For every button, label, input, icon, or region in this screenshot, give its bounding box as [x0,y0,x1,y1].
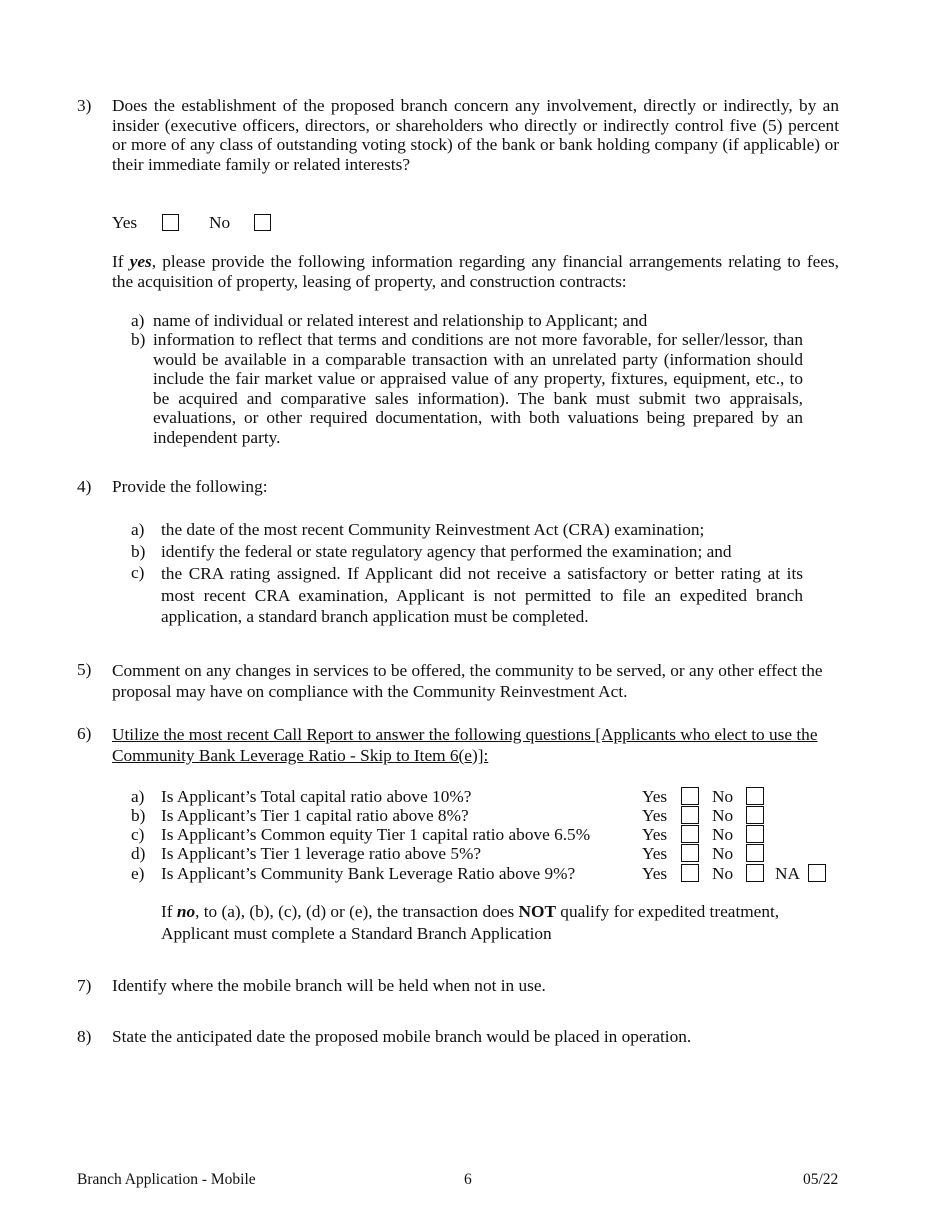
q6-item-d-letter: d) [131,844,146,863]
q3-yes-checkbox[interactable] [162,214,179,231]
q3-no-checkbox[interactable] [254,214,271,231]
q3-item-a-text: name of individual or related interest and relationship to Applicant; and [153,311,648,330]
q6-item-c-no-label: No [712,825,734,844]
q6-item-e-no-label: No [712,864,734,883]
q3-yes-option [112,213,137,233]
q6-item-a-no-label: No [712,787,734,806]
q6-item-e-yes-checkbox[interactable] [681,864,699,882]
q3-if-yes-paragraph [112,252,839,291]
q6-item-d-text: Is Applicant’s Tier 1 leverage ratio above 5%? [161,844,482,863]
q8-number: 8) [77,1027,92,1046]
q6-item-c-text: Is Applicant’s Common equity Tier 1 capital ratio above 6.5% [161,825,591,844]
q3-if-prefix: If [112,252,130,271]
q4-item-a-text: the date of the most recent Community Reinvestment Act (CRA) examination; [161,520,705,539]
q6-item-a-yes-checkbox[interactable] [681,787,699,805]
q6-note-bold: NOT [518,902,556,921]
q3-no-option [209,213,230,233]
q6-item-d-no-checkbox[interactable] [746,844,764,862]
q4-number: 4) [77,477,92,496]
q6-item-c-yes-checkbox[interactable] [681,825,699,843]
q6-item-a-text: Is Applicant’s Total capital ratio above 10%? [161,787,472,806]
q4-item-c-letter: c) [131,563,145,582]
q8-text: State the anticipated date the proposed mobile branch would be placed in operation. [112,1027,692,1046]
q3-if-rest: , please provide the following information regarding any financial arrangements relating to fees, the acquisition of property, leasing of property, and construction contracts: [112,252,839,291]
q3-item-b-letter: b) [131,330,146,349]
q5-text: Comment on any changes in services to be offered, the community to be served, or any other effect the proposal may have on compliance with the Community Reinvestment Act. [112,661,823,701]
q6-item-e-text: Is Applicant’s Community Bank Leverage Ratio above 9%? [161,864,576,883]
q7-text: Identify where the mobile branch will be held when not in use. [112,976,546,995]
q6-item-d-no-label: No [712,844,734,863]
q6-note-rest: qualify for expedited treatment, Applicant must complete a Standard Branch Application [161,902,780,943]
q6-item-e-yes-label: Yes [642,864,668,883]
q6-item-e-letter: e) [131,864,145,883]
q3-item-a-letter: a) [131,311,145,330]
q6-item-b-yes-checkbox[interactable] [681,806,699,824]
q3-item-b-text: information to reflect that terms and conditions are not more favorable, for seller/lessor, than would be available in a comparable transaction with an unrelated party (information should include the fair market value or appraised value of any property, fixtures, equipment, etc., to be acquired and comparative sales information). The bank must submit two appraisals, evaluations, or other required documentation, with both valuations being prepared by an independent party. [153,330,803,447]
q4-item-c-text: the CRA rating assigned. If Applicant did not receive a satisfactory or better rating at its most recent CRA examination, Applicant is not permitted to file an expedited branch application, a standard branch application must be completed. [161,564,803,626]
q5-number: 5) [77,660,92,679]
q6-item-e-na-label: NA [775,864,800,883]
q6-item-d-yes-label: Yes [642,844,668,863]
q6-note-mid: , to (a), (b), (c), (d) or (e), the transaction does [195,902,519,921]
q3-if-word: yes [129,252,152,271]
q4-item-b-text: identify the federal or state regulatory agency that performed the examination; and [161,542,732,561]
footer-date: 05/22 [803,1171,839,1188]
q6-item-b-no-checkbox[interactable] [746,806,764,824]
footer-page-number: 6 [464,1171,472,1188]
q6-item-e-no-checkbox[interactable] [746,864,764,882]
q6-item-b-no-label: No [712,806,734,825]
q6-text: Utilize the most recent Call Report to answer the following questions [Applicants who elect to use the Community Bank Leverage Ratio - Skip to Item 6(e)]: [112,725,818,765]
q6-item-a-yes-label: Yes [642,787,668,806]
q6-item-e-na-checkbox[interactable] [808,864,826,882]
q6-note [161,901,781,944]
q4-item-a-letter: a) [131,520,145,539]
footer-title: Branch Application - Mobile [77,1171,256,1188]
q6-item-b-text: Is Applicant’s Tier 1 capital ratio above 8%? [161,806,469,825]
q4-text: Provide the following: [112,477,268,496]
q7-number: 7) [77,976,92,995]
q6-note-word: no [176,902,196,921]
q6-item-a-letter: a) [131,787,145,806]
q3-yes-label: Yes [112,213,138,232]
q3-text: Does the establishment of the proposed branch concern any involvement, directly or indirectly, by an insider (executive officers, directors, or shareholders who directly or indirectly control five (5) percent or more of any class of outstanding voting stock) of the bank or bank holding company (if applicable) or their immediate family or related interests? [112,96,839,174]
q6-item-d-yes-checkbox[interactable] [681,844,699,862]
q6-number: 6) [77,724,92,743]
q6-item-a-no-checkbox[interactable] [746,787,764,805]
q4-item-b-letter: b) [131,542,146,561]
q3-no-label: No [209,213,231,232]
q6-item-c-letter: c) [131,825,145,844]
q3-number: 3) [77,96,92,115]
q6-item-b-letter: b) [131,806,146,825]
q6-note-prefix: If [161,902,177,921]
q6-item-b-yes-label: Yes [642,806,668,825]
q6-item-c-yes-label: Yes [642,825,668,844]
q6-item-c-no-checkbox[interactable] [746,825,764,843]
